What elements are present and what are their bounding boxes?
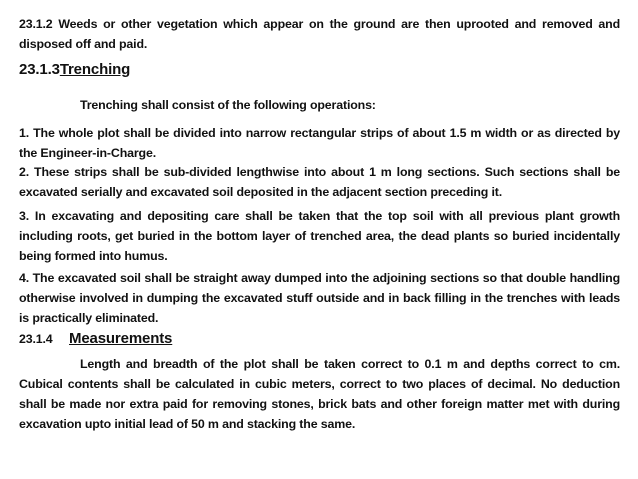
heading-title: Trenching xyxy=(59,61,131,78)
list-item-4: 4. The excavated soil shall be straight away dumped into the adjoining sections so that double handling otherwise involved in dumping the excavated stuff outside and in back filling in the trenches with leads is practically eliminated. xyxy=(19,271,620,325)
heading-number: 23.1.4 xyxy=(19,332,53,346)
trenching-intro: Trenching shall consist of the following operations: xyxy=(80,98,376,112)
heading-title: Measurements xyxy=(69,330,173,347)
heading-trenching xyxy=(19,60,620,80)
list-item-2: 2. These strips shall be sub-divided lengthwise into about 1 m long sections. Such sections shall be excavated serially and excavated soil deposited in the adjacent section preceding it. xyxy=(19,165,620,199)
measurements-body: Length and breadth of the plot shall be taken correct to 0.1 m and depths correct to cm. Cubical contents shall be calculated in cubic meters, correct to two places of decimal. No deduction shall be made nor extra paid for removing stones, brick bats and other foreign matter met with during excavation upto initial lead of 50 m and stacking the same. xyxy=(19,357,620,431)
paragraph-23-1-2: 23.1.2 Weeds or other vegetation which appear on the ground are then uprooted and removed and disposed off and paid. xyxy=(19,17,620,51)
list-item-1: 1. The whole plot shall be divided into narrow rectangular strips of about 1.5 m width or as directed by the Engineer-in-Charge. xyxy=(19,126,620,160)
heading-measurements xyxy=(19,329,620,349)
heading-number: 23.1.3 xyxy=(19,61,60,78)
list-item-3: 3. In excavating and depositing care shall be taken that the top soil with all previous plant growth including roots, get buried in the bottom layer of trenched area, the dead plants so buried incidentally being formed into humus. xyxy=(19,209,620,263)
